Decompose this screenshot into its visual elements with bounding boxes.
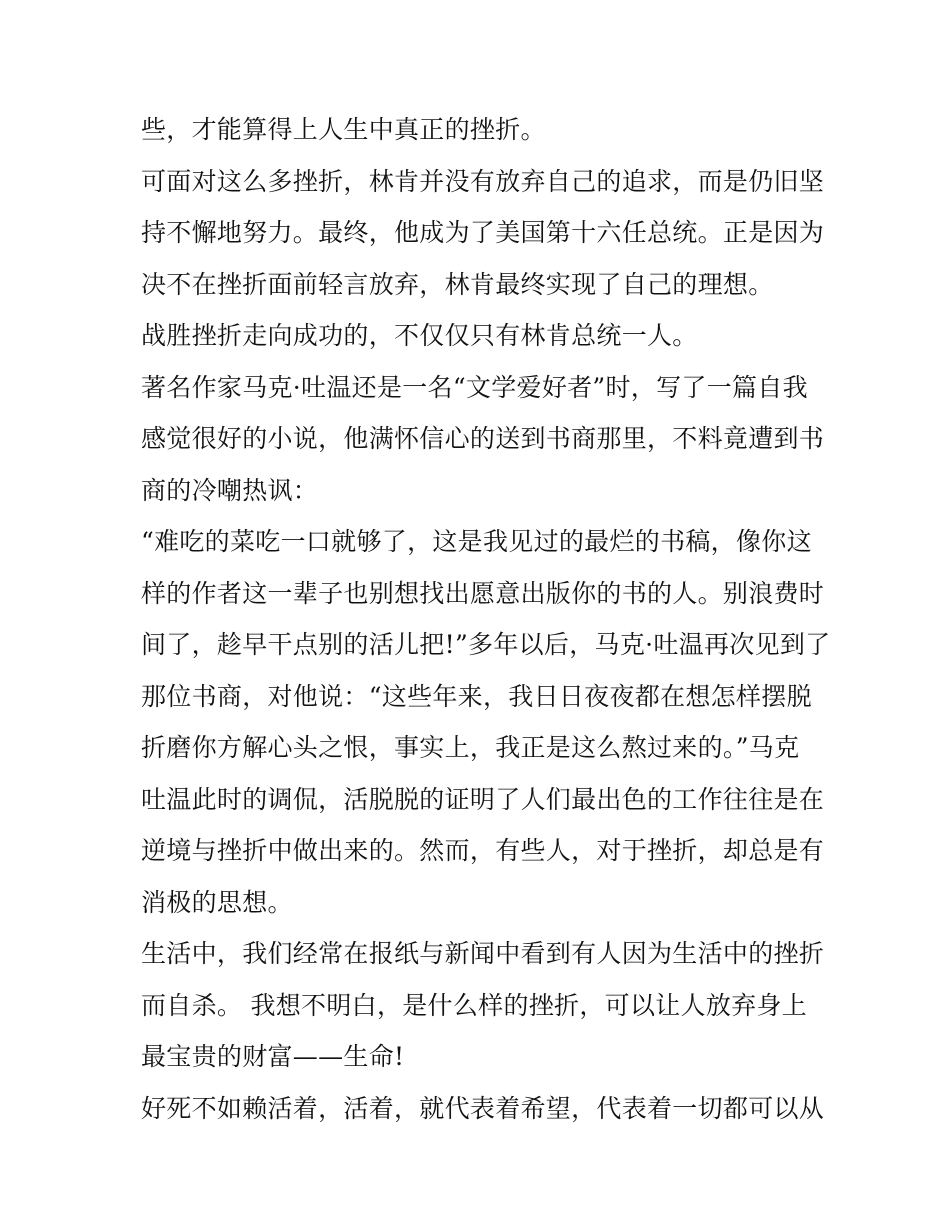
text-line: 些，才能算得上人生中真正的挫折。 xyxy=(141,115,546,144)
text-line: 战胜挫折走向成功的，不仅仅只有林肯总统一人。 xyxy=(141,321,698,350)
text-line: 持不懈地努力。最终，他成为了美国第十六任总统。正是因为 xyxy=(141,218,825,247)
text-line: 那位书商，对他说：“这些年来，我日日夜夜都在想怎样摆脱 xyxy=(141,681,812,711)
text-line: 间了，趁早干点别的活儿把!”多年以后，马克·吐温再次见到了 xyxy=(141,630,831,659)
text-line: 最宝贵的财富——生命! xyxy=(141,1042,405,1071)
text-line: 决不在挫折面前轻言放弃，林肯最终实现了自己的理想。 xyxy=(141,269,774,299)
body-text xyxy=(141,104,831,1134)
text-line: 样的作者这一辈子也别想找出愿意出版你的书的人。别浪费时 xyxy=(141,578,825,608)
text-line: 逆境与挫折中做出来的。然而，有些人，对于挫折，却总是有 xyxy=(141,836,825,865)
text-line: 吐温此时的调侃，活脱脱的证明了人们最出色的工作往往是在 xyxy=(141,784,825,814)
text-line: 可面对这么多挫折，林肯并没有放弃自己的追求，而是仍旧坚 xyxy=(141,166,825,196)
text-line: 好死不如赖活着，活着，就代表着希望，代表着一切都可以从 xyxy=(141,1093,825,1123)
text-line: “难吃的菜吃一口就够了，这是我见过的最烂的书稿，像你这 xyxy=(141,527,812,556)
text-line: 消极的思想。 xyxy=(141,887,293,917)
text-line: 感觉很好的小说，他满怀信心的送到书商那里，不料竟遭到书 xyxy=(141,424,825,453)
text-line: 商的冷嘲热讽： xyxy=(141,475,319,505)
text-line: 而自杀。 我想不明白，是什么样的挫折，可以让人放弃身上 xyxy=(141,990,808,1020)
text-line: 折磨你方解心头之恨，事实上，我正是这么熬过来的。”马克 xyxy=(141,733,800,762)
text-line: 生活中，我们经常在报纸与新闻中看到有人因为生活中的挫折 xyxy=(141,939,825,968)
text-line: 著名作家马克·吐温还是一名“文学爱好者”时，写了一篇自我 xyxy=(141,372,808,402)
